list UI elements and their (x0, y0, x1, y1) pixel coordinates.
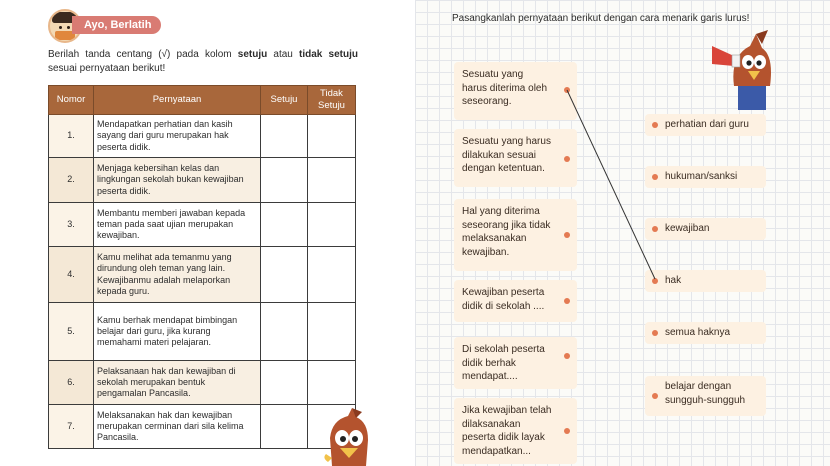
statement-text: Di sekolah peserta didik berhak mendapat.... (462, 344, 545, 383)
statement-text: Sesuatu yang harus diterima oleh seseorang. (462, 69, 548, 108)
row-statement: Pelaksanaan hak dan kewajiban di sekolah merupakan bentuk pengamalan Pancasila. (94, 361, 261, 405)
header-tidak-setuju: Tidak Setuju (308, 86, 356, 115)
row-number: 3. (49, 203, 94, 247)
row-number: 2. (49, 158, 94, 203)
section-badge: Ayo, Berlatih (72, 16, 161, 34)
answer-text: kewajiban (665, 223, 710, 234)
row-statement: Menjaga kebersihan kelas dan lingkungan sekolah bukan kewajiban peserta didik. (94, 158, 261, 203)
answer-text: hak (665, 275, 682, 286)
statement-text: Kewajiban peserta didik di sekolah .... (462, 287, 545, 312)
statement-text: Hal yang diterima seseorang jika tidak melaksanakan kewajiban. (462, 206, 551, 258)
match-line (567, 90, 655, 279)
row-statement: Kamu melihat ada temanmu yang dirundung oleh teman yang lain. Kewajibanmu adalah melaporkan kepada guru. (94, 247, 261, 303)
row-statement: Melaksanakan hak dan kewajiban merupakan cerminan dari sila kelima Pancasila. (94, 405, 261, 449)
answer-text: hukuman/sanksi (665, 171, 738, 182)
row-number: 5. (49, 303, 94, 361)
row-number: 1. (49, 115, 94, 158)
statement-text: Jika kewajiban telah dilaksanakan peserta didik layak mendapatkan... (462, 405, 552, 457)
statement-text: Sesuatu yang harus dilakukan sesuai dengan ketentuan. (462, 136, 551, 175)
row-number: 6. (49, 361, 94, 405)
header-nomor: Nomor (49, 86, 94, 115)
matching-instruction: Pasangkanlah pernyataan berikut dengan cara menarik garis lurus! (452, 13, 750, 24)
answer-text: semua haknya (665, 327, 731, 338)
row-statement: Kamu berhak mendapat bimbingan belajar dari guru, jika kurang memahami materi pelajaran. (94, 303, 261, 361)
header-pernyataan: Pernyataan (94, 86, 261, 115)
instruction-text: Berilah tanda centang (√) pada kolom setuju atau tidak setuju sesuai pernyataan berikut! (48, 49, 358, 74)
answer-text: perhatian dari guru (665, 119, 749, 130)
row-statement: Mendapatkan perhatian dan kasih sayang dari guru merupakan hak peserta didik. (94, 115, 261, 158)
row-number: 7. (49, 405, 94, 449)
header-setuju: Setuju (261, 86, 308, 115)
answer-text: belajar dengan sungguh-sungguh (665, 381, 746, 406)
row-statement: Membantu memberi jawaban kepada teman pada saat ujian merupakan kewajiban. (94, 203, 261, 247)
row-number: 4. (49, 247, 94, 303)
